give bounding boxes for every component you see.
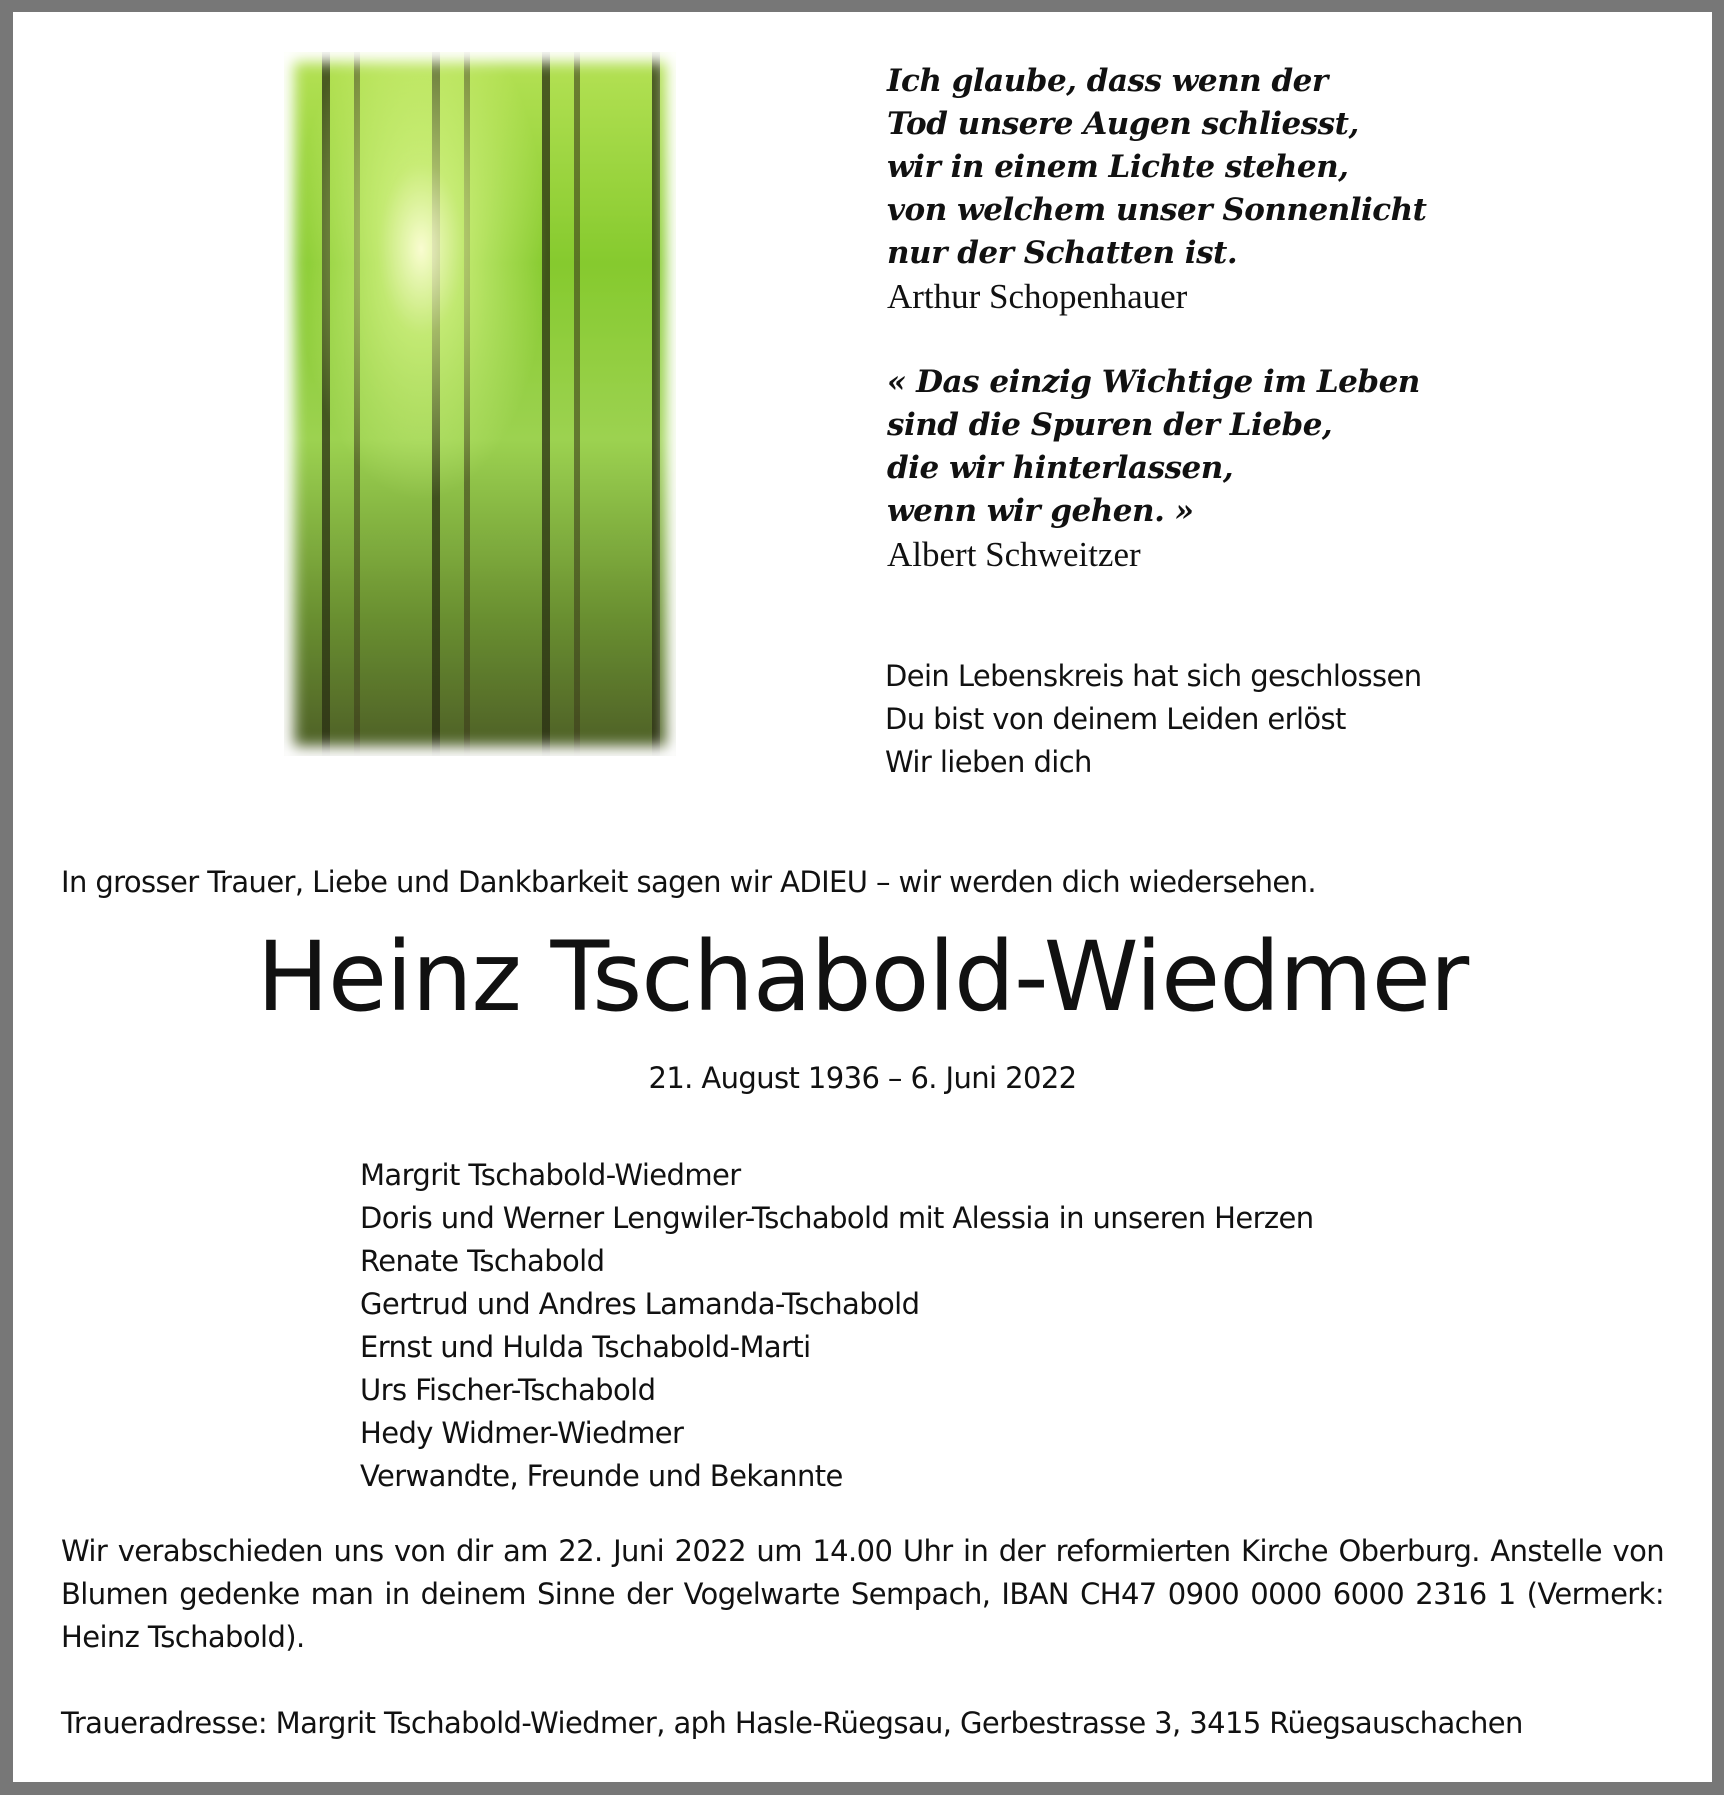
verse-line: Wir lieben dich	[885, 745, 1092, 779]
mourner: Gertrud und Andres Lamanda-Tschabold	[360, 1287, 920, 1321]
quote-author: Arthur Schopenhauer	[887, 277, 1188, 316]
deceased-name: Heinz Tschabold-Wiedmer	[256, 921, 1469, 1033]
verse-line: Du bist von deinem Leiden erlöst	[885, 702, 1346, 736]
quote-line: Ich glaube, dass wenn der	[887, 63, 1328, 99]
mourning-address: Traueradresse: Margrit Tschabold-Wiedmer, aph Hasle-Rüegsau, Gerbestrasse 3, 3415 Rüegsauschachen	[61, 1706, 1523, 1740]
service-info: Wir verabschieden uns von dir am 22. Juni 2022 um 14.00 Uhr in der reformierten Kirche Oberburg. Anstelle von Blumen gedenke man in deinem Sinne der Vogelwarte Sempach, IBAN CH47 0900 0000 6000 2316 1 (Vermerk: Heinz Tschabold).	[61, 1534, 1664, 1654]
mourner: Verwandte, Freunde und Bekannte	[360, 1459, 843, 1493]
quote-line: « Das einzig Wichtige im Leben	[887, 364, 1420, 400]
quote-line: nur der Schatten ist.	[887, 235, 1238, 271]
mourner: Ernst und Hulda Tschabold-Marti	[360, 1330, 811, 1364]
quote-author: Albert Schweitzer	[887, 535, 1141, 574]
mourner: Renate Tschabold	[360, 1244, 605, 1278]
life-dates: 21. August 1936 – 6. Juni 2022	[648, 1061, 1077, 1095]
mourner: Hedy Widmer-Wiedmer	[360, 1416, 684, 1450]
intro-text: In grosser Trauer, Liebe und Dankbarkeit sagen wir ADIEU – wir werden dich wiedersehen.	[61, 865, 1317, 899]
quote-line: sind die Spuren der Liebe,	[887, 407, 1333, 443]
forest-photo	[284, 52, 676, 756]
mourners-list	[360, 1154, 1314, 1498]
quote-line: die wir hinterlassen,	[887, 450, 1234, 486]
quote-schweitzer	[887, 361, 1420, 576]
quote-line: von welchem unser Sonnenlicht	[887, 192, 1427, 228]
mourner: Margrit Tschabold-Wiedmer	[360, 1158, 741, 1192]
quote-line: Tod unsere Augen schliesst,	[887, 106, 1359, 142]
obituary-page	[13, 12, 1712, 1782]
quote-schopenhauer	[887, 60, 1427, 318]
quote-line: wenn wir gehen. »	[887, 493, 1194, 529]
quote-line: wir in einem Lichte stehen,	[887, 149, 1349, 185]
mourner: Urs Fischer-Tschabold	[360, 1373, 656, 1407]
verse-line: Dein Lebenskreis hat sich geschlossen	[885, 659, 1422, 693]
verse	[885, 655, 1422, 784]
mourner: Doris und Werner Lengwiler-Tschabold mit Alessia in unseren Herzen	[360, 1201, 1314, 1235]
